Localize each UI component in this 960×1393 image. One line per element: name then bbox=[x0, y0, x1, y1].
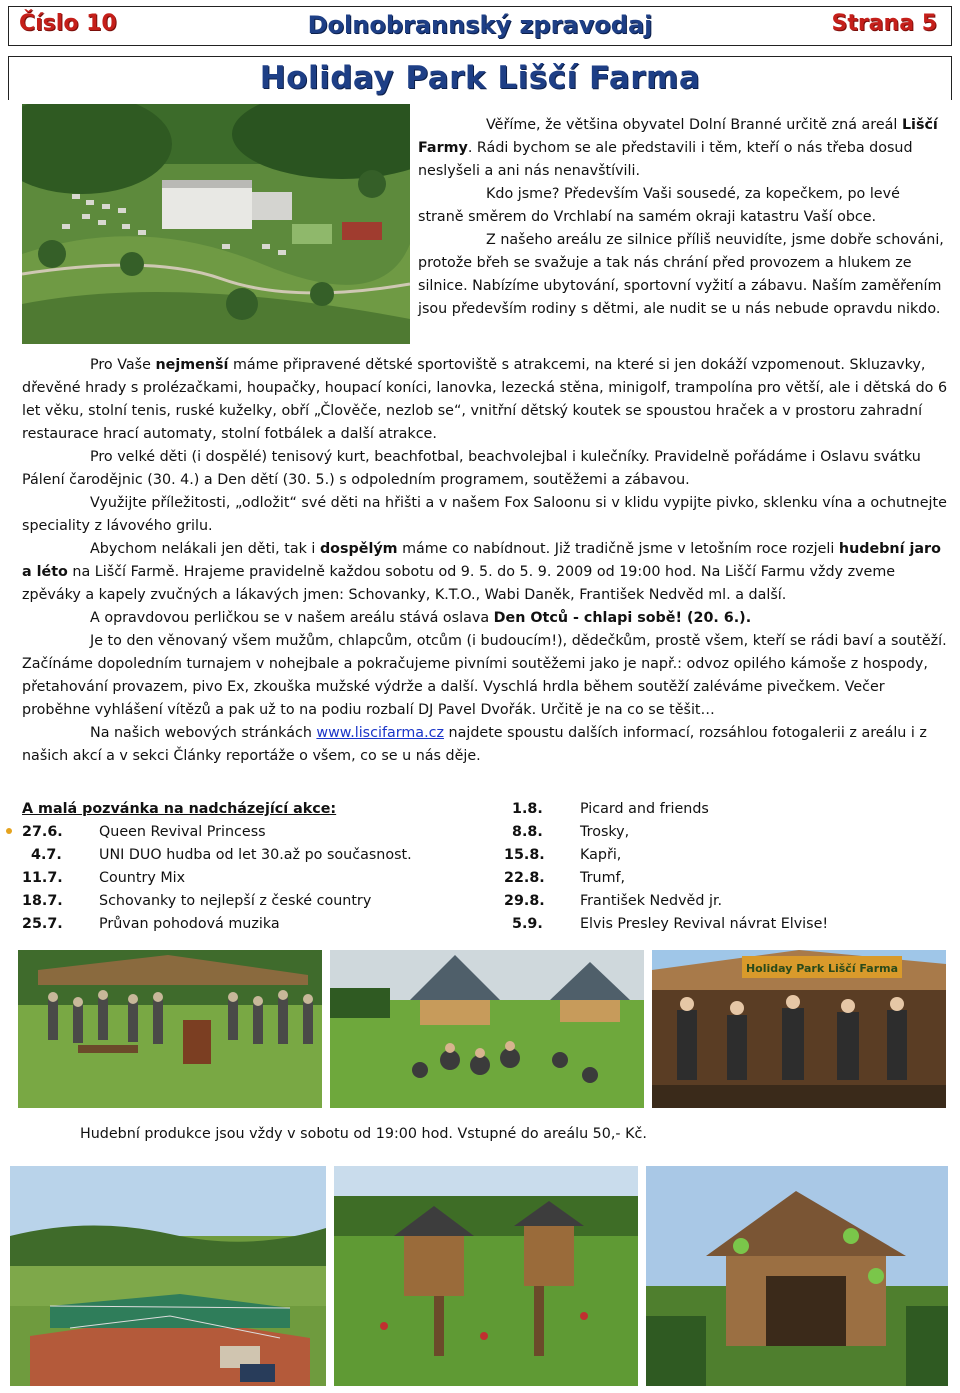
aerial-photo bbox=[22, 104, 410, 344]
tennis-court-photo bbox=[10, 1166, 326, 1386]
paragraph-adults: Abychom nelákali jen děti, tak i dospělým máme co nabídnout. Již tradičně jsme v letošním roce rozjeli hudební jaro a léto na Liščí Farmě. Hrajeme pravidelně každou sobotu od 9. 5. do 5. 9. 2009 od 19:00 hod. Na Liščí Farmu vždy zveme zpěváky a kapely zvučných a lákavých jmen: Schovanky, K.T.O., Wabi Daněk, František Nedvěd ml. a další. bbox=[22, 541, 941, 603]
event-name: Queen Revival Princess bbox=[99, 824, 266, 840]
event-name: Trumf, bbox=[580, 870, 626, 886]
paragraph-big-kids: Pro velké děti (i dospělé) tenisový kurt, beachfotbal, beachvolejbal i kulečníky. Pravidelně pořádáme i Oslavu svátku Pálení čarodějnic (30. 4.) a Den dětí (30. 5.) s odpoledním programem, soutěžemi a zábavou. bbox=[22, 449, 921, 488]
event-date: 29.8. bbox=[504, 893, 545, 909]
newsletter-name: Dolnobrannský zpravodaj bbox=[307, 11, 653, 39]
article-title-box bbox=[8, 56, 952, 100]
stage-band-photo bbox=[652, 950, 946, 1108]
games-photo bbox=[330, 950, 644, 1108]
paragraph-fathers-day-detail: Je to den věnovaný všem mužům, chlapcům, otcům (i budoucím!), dědečkům, prostě všem, kteří se rádi baví a soutěží. Začínáme dopoledním turnajem v nohejbale a pokračujeme pivními soutěžemi jako je např.: odvoz opilého kámoše z hospody, přetahování provazem, pivo Ex, zkouška mužské výdrže a další. Vyschlá hrdla během soutěží zaléváme pivečkem. Večer proběhne vyhlášení vítězů a pak už to na podiu rozbalí DJ Pavel Dvořák. Určitě je na co se těšit… bbox=[22, 633, 947, 718]
newsletter-header bbox=[8, 6, 952, 46]
events-heading: A malá pozvánka na nadcházející akce: bbox=[22, 801, 337, 817]
intro-paragraph-3: Z našeho areálu ze silnice příliš neuvidíte, jsme dobře schováni, protože břeh se svažuje a tak nás chrání před provozem a hlukem ze silnice. Nabízíme ubytování, sportovní vyžití a zábavu. Naším zaměřením jsou především rodiny s dětmi, ale nudit se u nás nebude opravdu nikdo. bbox=[418, 232, 944, 317]
paragraph-website: Na našich webových stránkách www.liscifarma.cz najdete spoustu dalších informací, rozsáhlou fotogalerii z areálu i z našich akcí a v sekci Články reportáže o všem, co se u nás děje. bbox=[22, 725, 927, 764]
event-date: 18.7. bbox=[22, 893, 63, 909]
issue-number: Číslo 10 bbox=[19, 11, 117, 36]
intro-paragraph-2: Kdo jsme? Především Vaši sousedé, za kopečkem, po levé straně směrem do Vrchlabí na samém okraji katastru Vaší obce. bbox=[418, 186, 900, 225]
paragraph-smallest: Pro Vaše nejmenší máme připravené dětské sportoviště s atrakcemi, na které si jen dokáží vzpomenout. Skluzavky, dřevěné hrady s prolézačkami, houpačky, houpací koníci, lanovka, lezecká stěna, minigolf, trampolína pro větší, ale i dětská do 6 let věku, stolní tenis, ruské kuželky, obří „Člověče, nezlob se“, vnitřní dětský koutek se spoustou hraček a v prostoru zahradní restaurace hrací automaty, stolní fotbálek a další atrakce. bbox=[22, 357, 948, 442]
event-name: Průvan pohodová muzika bbox=[99, 916, 280, 932]
intro-paragraph-1: Věříme, že většina obyvatel Dolní Branné určitě zná areál Liščí Farmy. Rádi bychom se ale představili i těm, kteří o nás třeba dosud neslyšeli a ani nás nenavštívili. bbox=[418, 117, 938, 179]
event-date: 15.8. bbox=[504, 847, 545, 863]
crowd-photo bbox=[18, 950, 322, 1108]
article-title: Holiday Park Liščí Farma bbox=[259, 60, 701, 96]
page-number: Strana 5 bbox=[831, 11, 937, 36]
event-date: 25.7. bbox=[22, 916, 63, 932]
event-name: Schovanky to nejlepší z české country bbox=[99, 893, 372, 909]
stage-sign-text: Holiday Park Liščí Farma bbox=[745, 962, 899, 975]
paragraph-fathers-day: A opravdovou perličkou se v našem areálu stává oslava Den Otců - chlapi sobě! (20. 6.). bbox=[90, 610, 752, 626]
article-body bbox=[22, 354, 952, 768]
event-name: Elvis Presley Revival návrat Elvise! bbox=[580, 916, 829, 932]
event-name: UNI DUO hudba od let 30.až po současnost. bbox=[99, 847, 412, 863]
event-date: 1.8. bbox=[512, 801, 543, 817]
event-name: Picard and friends bbox=[580, 801, 709, 817]
photo-caption: Hudební produkce jsou vždy v sobotu od 19:00 hod. Vstupné do areálu 50,- Kč. bbox=[80, 1126, 647, 1142]
event-date: 11.7. bbox=[22, 870, 63, 886]
event-date: 5.9. bbox=[512, 916, 543, 932]
event-date: 27.6. bbox=[22, 824, 63, 840]
event-name: Trosky, bbox=[580, 824, 630, 840]
intro-text bbox=[418, 114, 948, 321]
website-link[interactable]: www.liscifarma.cz bbox=[316, 725, 444, 741]
paragraph-opportunity: Využijte příležitosti, „odložit“ své děti na hřišti a v našem Fox Saloonu si v klidu vypijte pivko, sklenku vína a ochutnejte speciality z lávového grilu. bbox=[22, 495, 947, 534]
pavilion-photo bbox=[646, 1166, 948, 1386]
event-date: 4.7. bbox=[31, 847, 62, 863]
event-name: Kapři, bbox=[580, 847, 622, 863]
event-name: František Nedvěd jr. bbox=[580, 893, 723, 909]
bullet-icon bbox=[6, 828, 12, 834]
event-name: Country Mix bbox=[99, 870, 186, 886]
event-date: 22.8. bbox=[504, 870, 545, 886]
playground-photo bbox=[334, 1166, 638, 1386]
event-date: 8.8. bbox=[512, 824, 543, 840]
